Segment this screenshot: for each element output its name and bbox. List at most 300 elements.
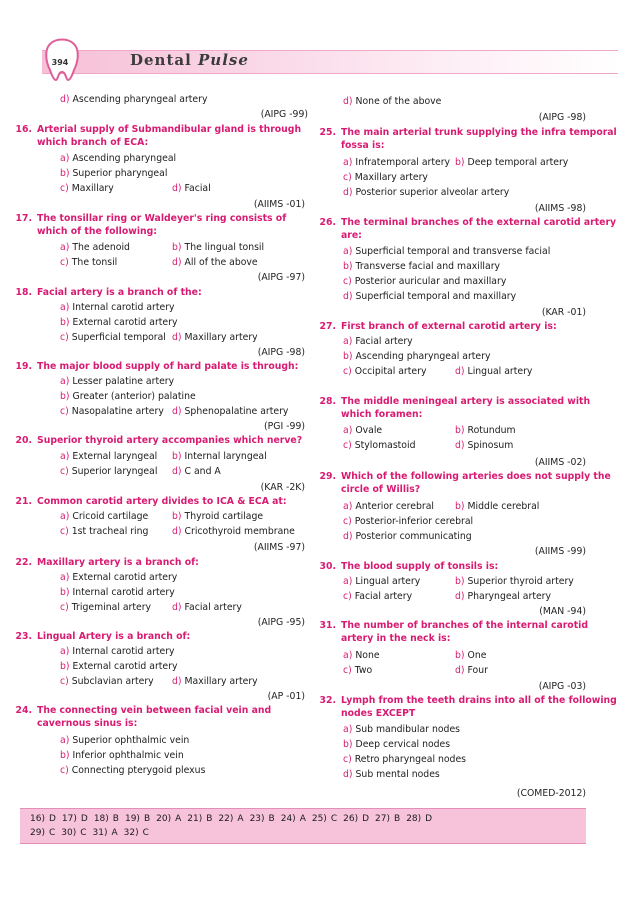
answer-letter: C (330, 814, 338, 824)
option-text: Cricothyroid membrane (184, 526, 295, 537)
answer-letter: B (206, 814, 213, 824)
list-item (455, 501, 539, 513)
answer-key-entry (187, 814, 212, 824)
answer-key-entry (61, 828, 86, 838)
answer-letter: C (80, 828, 87, 838)
option-letter: d) (455, 440, 465, 451)
option-text: Thyroid cartilage (184, 511, 264, 522)
source-citation: (AIPG -97) (257, 272, 305, 283)
option-letter: a) (343, 336, 353, 347)
option-text: Superficial temporal and transverse facial (355, 246, 551, 257)
source-citation: (PGI -99) (264, 421, 305, 432)
list-item (343, 276, 506, 288)
answer-letter: D (80, 814, 88, 824)
question-stem (10, 287, 202, 299)
option-text: Facial artery (355, 336, 413, 347)
option-text: Lesser palatine artery (72, 376, 175, 387)
option-text: Pharyngeal artery (467, 591, 552, 602)
page-header (20, 42, 618, 78)
list-item (60, 332, 166, 344)
list-item (60, 302, 175, 314)
option-text: Four (467, 665, 488, 676)
question-stem (314, 471, 611, 483)
answer-letter: A (299, 814, 306, 824)
list-item (172, 257, 258, 269)
list-item (455, 591, 551, 603)
question-number: 23. (15, 631, 32, 642)
answer-letter: A (175, 814, 182, 824)
source-citation: (AIPG -98) (257, 347, 305, 358)
question-text-cont: are: (341, 230, 362, 241)
answer-key-entry (124, 828, 149, 838)
option-letter: c) (60, 257, 69, 268)
question-stem (314, 561, 498, 573)
question-stem (314, 620, 588, 632)
option-letter: a) (343, 724, 353, 735)
question-text: The main arterial trunk supplying the infra temporal (341, 127, 617, 138)
option-text: Superior pharyngeal (72, 168, 168, 179)
list-item (60, 376, 174, 388)
option-letter: d) (172, 332, 182, 343)
question-text-cont: fossa is: (341, 140, 385, 151)
answer-key-entry (312, 814, 337, 824)
option-text: Superior ophthalmic vein (72, 735, 190, 746)
question-text-cont: which of the following: (37, 226, 157, 237)
option-letter: b) (455, 157, 465, 168)
list-item (343, 351, 490, 363)
option-text: Posterior auricular and maxillary (354, 276, 507, 287)
source-citation: (KAR -2K) (260, 482, 305, 493)
list-item (343, 366, 426, 378)
question-text: Maxillary artery is a branch of: (37, 557, 199, 568)
list-item (455, 576, 574, 588)
option-text: Internal carotid artery (72, 302, 175, 313)
option-letter: d) (172, 526, 182, 537)
question-stem (314, 127, 617, 139)
source-citation: (AIIMS -01) (253, 199, 305, 210)
option-text: Lingual artery (467, 366, 533, 377)
list-item (455, 440, 513, 452)
list-item (343, 531, 472, 543)
option-letter: c) (60, 406, 69, 417)
list-item (60, 735, 189, 747)
option-text: The adenoid (72, 242, 130, 253)
answer-question-number: 20) (156, 814, 172, 824)
answer-question-number: 25) (311, 814, 327, 824)
option-letter: c) (343, 366, 352, 377)
list-item (60, 183, 114, 195)
list-item (343, 724, 460, 736)
option-letter: a) (343, 576, 353, 587)
answer-key-entry (375, 814, 400, 824)
option-letter: a) (60, 302, 70, 313)
option-letter: c) (60, 466, 69, 477)
answer-key-entry (218, 814, 243, 824)
list-item (60, 168, 167, 180)
question-text: The terminal branches of the external carotid artery (341, 217, 617, 228)
option-text: Subclavian artery (71, 676, 154, 687)
answer-question-number: 30) (61, 828, 77, 838)
source-citation: (AIIMS -98) (534, 203, 586, 214)
question-number: 32. (319, 695, 336, 706)
list-item (60, 391, 196, 403)
answer-letter: C (142, 828, 149, 838)
list-item (343, 172, 428, 184)
question-text: Lymph from the teeth drains into all of the following (341, 695, 617, 706)
option-text: 1st tracheal ring (71, 526, 149, 537)
list-item (343, 576, 420, 588)
answer-letter: B (268, 814, 275, 824)
page-number: 394 (51, 57, 69, 67)
option-text: Facial artery (354, 591, 413, 602)
list-item (172, 332, 258, 344)
option-text: Internal carotid artery (72, 587, 175, 598)
option-letter: d) (343, 291, 353, 302)
list-item (343, 291, 516, 303)
list-item (343, 754, 466, 766)
list-item (60, 94, 207, 106)
option-letter: c) (60, 526, 69, 537)
question-text: Lingual Artery is a branch of: (37, 631, 191, 642)
list-item (343, 246, 550, 258)
source-citation: (AIPG -03) (538, 681, 586, 692)
question-number: 27. (319, 321, 336, 332)
option-text: C and A (184, 466, 221, 477)
list-item (343, 96, 441, 108)
question-stem (314, 217, 616, 229)
answer-key-row (30, 828, 155, 838)
option-letter: b) (343, 351, 353, 362)
option-text: Internal carotid artery (72, 646, 175, 657)
answer-key-entry (281, 814, 306, 824)
option-text: Occipital artery (354, 366, 427, 377)
option-text: Superficial temporal and maxillary (355, 291, 517, 302)
list-item (172, 466, 221, 478)
option-text: The lingual tonsil (184, 242, 265, 253)
list-item (455, 650, 486, 662)
option-letter: c) (60, 332, 69, 343)
list-item (455, 366, 532, 378)
question-text: Facial artery is a branch of the: (37, 287, 202, 298)
option-letter: d) (343, 187, 353, 198)
option-text: Superficial temporal (71, 332, 166, 343)
list-item (343, 665, 372, 677)
option-letter: c) (60, 676, 69, 687)
option-letter: a) (60, 572, 70, 583)
option-text: Posterior communicating (355, 531, 472, 542)
question-stem (10, 496, 287, 508)
list-item (172, 242, 264, 254)
list-item (455, 665, 488, 677)
list-item (60, 646, 175, 658)
option-letter: d) (172, 676, 182, 687)
option-text: Lingual artery (355, 576, 421, 587)
question-text: The tonsillar ring or Waldeyer's ring consists of (37, 213, 287, 224)
book-brand (130, 51, 249, 69)
option-text: One (467, 650, 487, 661)
answer-question-number: 27) (375, 814, 390, 824)
list-item (172, 406, 288, 418)
list-item (343, 501, 434, 513)
option-letter: d) (172, 406, 182, 417)
list-item (60, 242, 130, 254)
answer-question-number: 24) (280, 814, 296, 824)
option-text: Inferior ophthalmic vein (72, 750, 184, 761)
option-text: Retro pharyngeal nodes (354, 754, 467, 765)
option-letter: c) (343, 172, 352, 183)
source-citation: (AIIMS -97) (253, 542, 305, 553)
answer-letter: B (143, 814, 151, 824)
option-letter: a) (60, 242, 70, 253)
list-item (455, 157, 568, 169)
option-text: Cricoid cartilage (72, 511, 149, 522)
answer-question-number: 32) (123, 828, 139, 838)
option-text: Spinosum (467, 440, 514, 451)
option-text: External laryngeal (72, 451, 158, 462)
question-text: First branch of external carotid artery is: (341, 321, 557, 332)
question-number: 18. (15, 287, 32, 298)
option-letter: a) (60, 735, 70, 746)
option-letter: b) (455, 501, 465, 512)
list-item (343, 425, 382, 437)
list-item (172, 676, 258, 688)
list-item (60, 511, 148, 523)
option-text: Nasopalatine artery (71, 406, 164, 417)
list-item (60, 406, 164, 418)
question-stem (314, 695, 617, 707)
option-text: Transverse facial and maxillary (355, 261, 501, 272)
answer-question-number: 18) (93, 814, 109, 824)
option-text: The tonsil (71, 257, 118, 268)
option-letter: b) (60, 661, 70, 672)
option-letter: d) (172, 257, 182, 268)
list-item (60, 572, 177, 584)
option-letter: b) (60, 587, 70, 598)
option-text: Facial artery (184, 602, 242, 613)
option-letter: c) (343, 440, 352, 451)
option-letter: b) (60, 750, 70, 761)
question-text: The major blood supply of hard palate is through: (37, 361, 299, 372)
question-number: 19. (15, 361, 32, 372)
option-letter: c) (343, 276, 352, 287)
list-item (60, 602, 151, 614)
answer-question-number: 28) (406, 814, 422, 824)
option-letter: b) (343, 739, 353, 750)
option-letter: a) (60, 511, 70, 522)
option-text: Maxillary (71, 183, 114, 194)
list-item (343, 187, 509, 199)
answer-question-number: 29) (30, 828, 45, 838)
question-number: 21. (15, 496, 32, 507)
option-text: Superior laryngeal (71, 466, 158, 477)
option-text: Posterior superior alveolar artery (355, 187, 510, 198)
question-stem (10, 124, 301, 136)
question-text: Arterial supply of Submandibular gland is through (37, 124, 302, 135)
source-citation: (AP -01) (267, 691, 305, 702)
option-letter: b) (60, 391, 70, 402)
option-text: Internal laryngeal (184, 451, 267, 462)
answer-key-row (30, 814, 438, 824)
list-item (172, 183, 211, 195)
option-letter: a) (60, 153, 70, 164)
option-letter: a) (343, 650, 353, 661)
answer-key (20, 808, 586, 844)
option-letter: a) (343, 425, 353, 436)
list-item (60, 317, 177, 329)
option-text: Ascending pharyngeal artery (355, 351, 491, 362)
option-text: Anterior cerebral (355, 501, 434, 512)
list-item (172, 526, 295, 538)
option-letter: b) (455, 576, 465, 587)
option-text: Trigeminal artery (71, 602, 152, 613)
source-citation: (COMED-2012) (516, 788, 586, 799)
answer-question-number: 31) (92, 828, 108, 838)
list-item (343, 261, 500, 273)
option-letter: c) (60, 765, 69, 776)
question-number: 30. (319, 561, 336, 572)
source-citation: (AIPG -99) (260, 109, 308, 120)
question-text: The connecting vein between facial vein and (37, 705, 272, 716)
question-text: The middle meningeal artery is associated with (341, 396, 591, 407)
question-stem (314, 321, 557, 333)
option-letter: b) (172, 242, 182, 253)
list-item (60, 257, 117, 269)
source-citation: (AIIMS -02) (534, 457, 586, 468)
option-text: Facial (184, 183, 211, 194)
question-number: 22. (15, 557, 32, 568)
list-item (172, 451, 267, 463)
answer-question-number: 26) (343, 814, 359, 824)
list-item (343, 336, 413, 348)
option-letter: d) (455, 591, 465, 602)
option-letter: d) (172, 602, 182, 613)
option-letter: d) (343, 531, 353, 542)
list-item (343, 739, 450, 751)
answer-question-number: 17) (61, 814, 77, 824)
option-text: Maxillary artery (184, 676, 258, 687)
answer-key-entry (30, 828, 55, 838)
option-text: Maxillary artery (184, 332, 258, 343)
source-citation: (KAR -01) (541, 307, 586, 318)
list-item (172, 602, 242, 614)
question-stem (10, 435, 302, 447)
list-item (455, 425, 516, 437)
list-item (60, 765, 205, 777)
answer-key-entry (30, 814, 56, 824)
list-item (60, 466, 157, 478)
option-letter: c) (343, 665, 352, 676)
answer-question-number: 22) (218, 814, 234, 824)
answer-letter: B (394, 814, 401, 824)
list-item (60, 676, 154, 688)
option-text: Connecting pterygoid plexus (71, 765, 206, 776)
option-text: Sphenopalatine artery (184, 406, 289, 417)
option-text: Maxillary artery (354, 172, 428, 183)
list-item (343, 769, 440, 781)
option-text: Infratemporal artery (355, 157, 451, 168)
option-letter: d) (172, 183, 182, 194)
answer-letter: A (111, 828, 118, 838)
question-number: 28. (319, 396, 336, 407)
answer-question-number: 16) (30, 814, 45, 824)
question-text: Which of the following arteries does not supply the (341, 471, 611, 482)
option-letter: c) (60, 183, 69, 194)
header-band (42, 50, 618, 74)
answer-key-entry (250, 814, 275, 824)
list-item (343, 440, 415, 452)
option-text: Posterior-inferior cerebral (354, 516, 474, 527)
option-text: Deep temporal artery (467, 157, 569, 168)
answer-key-entry (125, 814, 150, 824)
question-text-cont: which branch of ECA: (37, 137, 149, 148)
list-item (343, 650, 380, 662)
list-item (60, 526, 148, 538)
answer-question-number: 23) (249, 814, 265, 824)
option-text: Ascending pharyngeal artery (72, 94, 208, 105)
question-number: 17. (15, 213, 32, 224)
option-letter: b) (60, 168, 70, 179)
option-text: Two (354, 665, 373, 676)
source-citation: (AIIMS -99) (534, 546, 586, 557)
option-letter: b) (455, 425, 465, 436)
option-text: Ascending pharyngeal (72, 153, 177, 164)
option-letter: b) (172, 451, 182, 462)
option-letter: d) (455, 665, 465, 676)
question-text: The number of branches of the internal carotid (341, 620, 588, 631)
question-number: 29. (319, 471, 336, 482)
brand-word: Dental (130, 51, 199, 69)
question-stem (10, 213, 286, 225)
question-text: The blood supply of tonsils is: (341, 561, 499, 572)
brand-word-italic: Pulse (198, 51, 249, 69)
option-text: Rotundum (467, 425, 516, 436)
option-text: External carotid artery (72, 317, 178, 328)
question-stem (10, 631, 190, 643)
list-item (60, 451, 157, 463)
option-letter: d) (343, 96, 353, 107)
question-text-cont: which foramen: (341, 409, 423, 420)
option-text: Ovale (355, 425, 383, 436)
answer-key-entry (94, 814, 119, 824)
answer-key-entry (93, 828, 118, 838)
option-text: Sub mandibular nodes (355, 724, 461, 735)
option-letter: c) (343, 516, 352, 527)
option-letter: b) (455, 650, 465, 661)
question-text-cont: cavernous sinus is: (37, 718, 138, 729)
question-number: 26. (319, 217, 336, 228)
option-letter: c) (343, 754, 352, 765)
option-letter: a) (60, 451, 70, 462)
option-text: External carotid artery (72, 661, 178, 672)
answer-key-entry (343, 814, 369, 824)
option-letter: a) (60, 646, 70, 657)
answer-key-entry (62, 814, 88, 824)
answer-question-number: 21) (187, 814, 203, 824)
question-stem (314, 396, 590, 408)
option-letter: d) (455, 366, 465, 377)
question-number: 31. (319, 620, 336, 631)
answer-question-number: 19) (124, 814, 140, 824)
question-number: 24. (15, 705, 32, 716)
option-text: Greater (anterior) palatine (72, 391, 196, 402)
source-citation: (AIPG -95) (257, 617, 305, 628)
question-number: 25. (319, 127, 336, 138)
option-text: None (355, 650, 380, 661)
source-citation: (MAN -94) (539, 606, 586, 617)
option-letter: b) (343, 261, 353, 272)
list-item (343, 516, 473, 528)
option-letter: a) (60, 376, 70, 387)
